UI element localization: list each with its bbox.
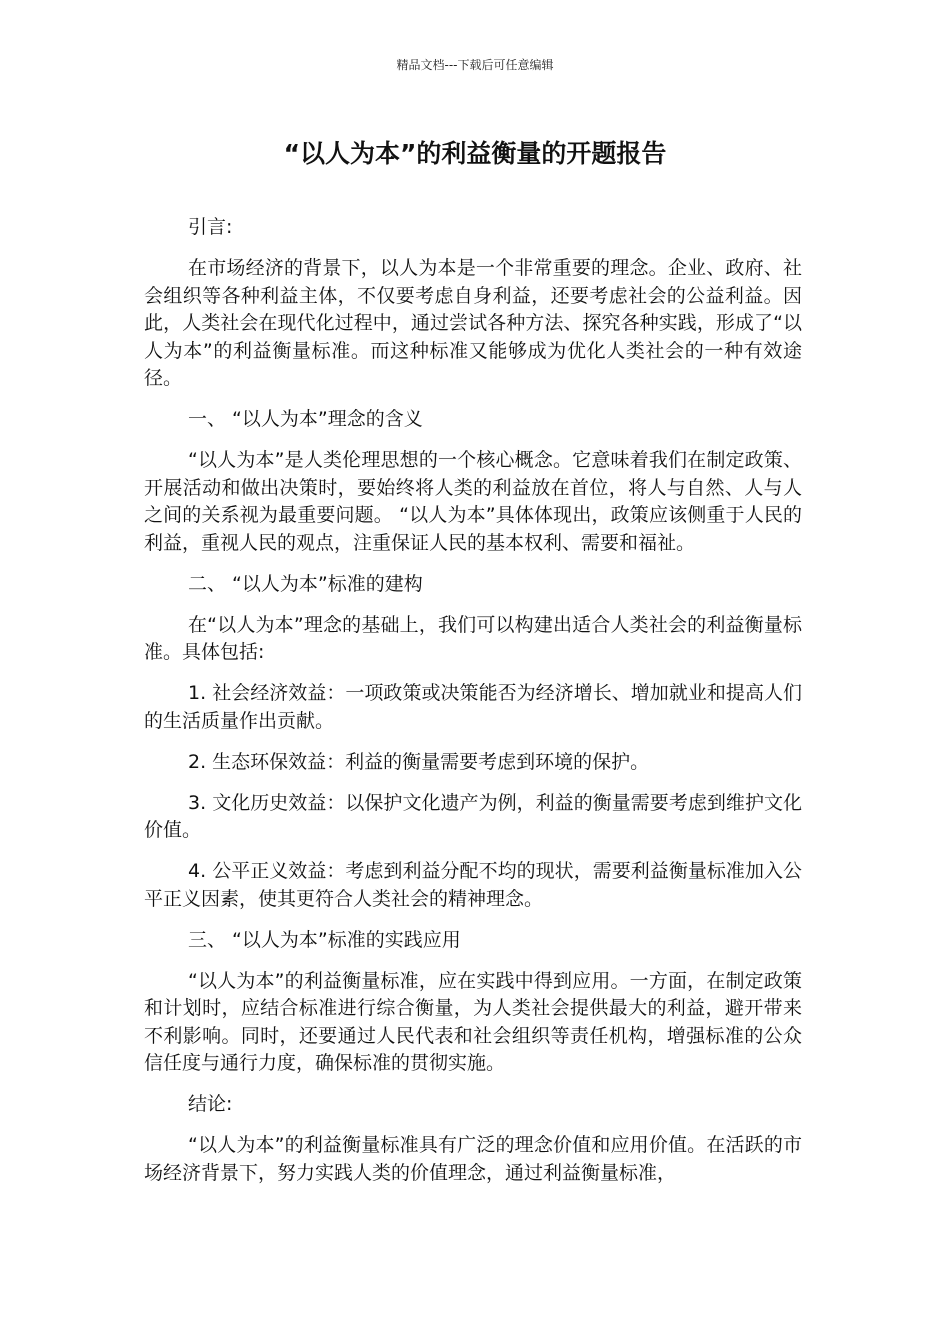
conclusion-heading: 结论:	[188, 1093, 233, 1115]
section-paragraph-1: “以人为本”是人类伦理思想的一个核心概念。它意味着我们在制定政策、开展活动和做出决策时，要始终将人类的利益放在首位，将人与自然、人与人之间的关系视为最重要问题。 “以人为本”具体体现出，政策应该侧重于人民的利益，重视人民的观点，注重保证人民的基本权利、需要和福祉。	[144, 449, 802, 554]
section-heading-1: 一、 “以人为本”理念的含义	[188, 408, 423, 430]
intro-heading: 引言:	[188, 216, 233, 238]
conclusion-paragraph: “以人为本”的利益衡量标准具有广泛的理念价值和应用价值。在活跃的市场经济背景下，努力实践人类的价值理念，通过利益衡量标准，	[144, 1134, 802, 1184]
list-item-2: 2. 生态环保效益：利益的衡量需要考虑到环境的保护。	[188, 750, 650, 773]
section-paragraph-2: 在“以人为本”理念的基础上，我们可以构建出适合人类社会的利益衡量标准。具体包括:	[144, 613, 802, 663]
section-paragraph-3: “以人为本”的利益衡量标准，应在实践中得到应用。一方面，在制定政策和计划时，应结合标准进行综合衡量，为人类社会提供最大的利益，避开带来不利影响。同时，还要通过人民代表和社会组织等责任机构，增强标准的公众信任度与通行力度，确保标准的贯彻实施。	[144, 969, 802, 1074]
intro-paragraph: 在市场经济的背景下，以人为本是一个非常重要的理念。企业、政府、社会组织等各种利益主体，不仅要考虑自身利益，还要考虑社会的公益利益。因此，人类社会在现代化过程中，通过尝试各种方法、探究各种实践，形成了“以人为本”的利益衡量标准。而这种标准又能够成为优化人类社会的一种有效途径。	[144, 257, 802, 389]
document-body	[144, 214, 802, 1201]
list-item-4: 4. 公平正义效益：考虑到利益分配不均的现状，需要利益衡量标准加入公平正义因素，使其更符合人类社会的精神理念。	[144, 860, 802, 910]
list-item-3: 3. 文化历史效益：以保护文化遗产为例，利益的衡量需要考虑到维护文化价值。	[144, 791, 802, 841]
list-item-1: 1. 社会经济效益：一项政策或决策能否为经济增长、增加就业和提高人们的生活质量作出贡献。	[144, 682, 802, 732]
running-header: 精品文档---下载后可任意编辑	[396, 58, 554, 72]
section-heading-3: 三、 “以人为本”标准的实践应用	[188, 928, 461, 951]
document-title: “以人为本”的利益衡量的开题报告	[283, 139, 667, 168]
section-heading-2: 二、 “以人为本”标准的建构	[188, 572, 423, 595]
